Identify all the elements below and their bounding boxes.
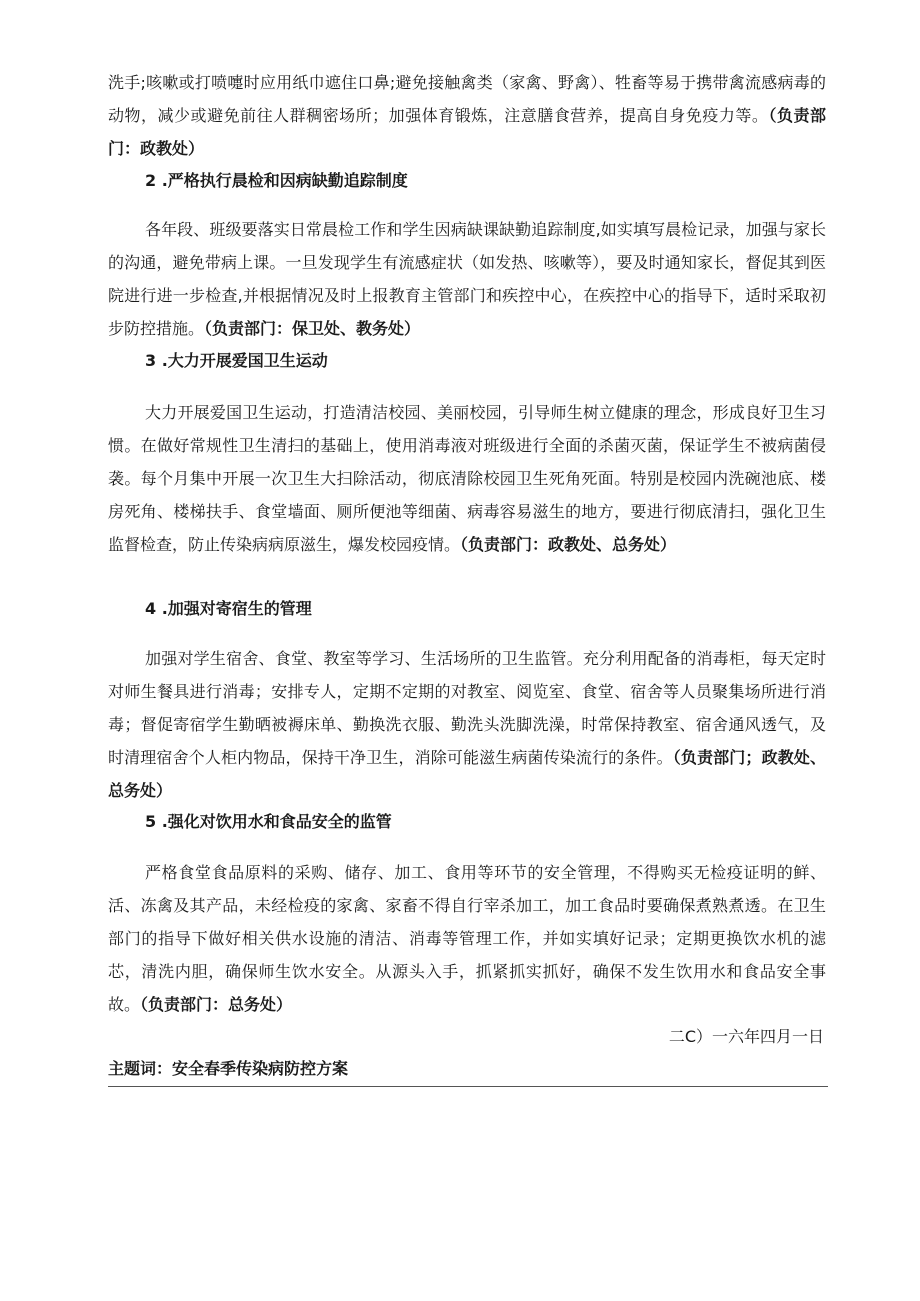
section-5-responsible: （负责部门：总务处） — [140, 995, 293, 1014]
section-2-text: 各年段、班级要落实日常晨检工作和学生因病缺课缺勤追踪制度,如实填写晨检记录，加强与家长的沟通，避免带病上课。一旦发现学生有流感症状（如发热、咳嗽等），要及时通知家长，督促其到医院进行进一步检查,并根据情况及时上报教育主管部门和疾控中心，在疾控中心的指导下，适时采取初步防控措施。 — [108, 220, 826, 338]
document-date: 二C）一六年四月一日 — [668, 1027, 824, 1046]
section-5-text: 严格食堂食品原料的采购、储存、加工、食用等环节的安全管理，不得购买无检疫证明的鲜、活、冻禽及其产品，未经检疫的家禽、家畜不得自行宰杀加工，加工食品时要确保煮熟煮透。在卫生部门的指导下做好相关供水设施的清洁、消毒等管理工作，并如实填好记录；定期更换饮水机的滤芯，清洗内胆，确保师生饮水安全。从源头入手，抓紧抓实抓好，确保不发生饮用水和食品安全事故。 — [108, 863, 826, 1014]
section-4-text: 加强对学生宿舍、食堂、教室等学习、生活场所的卫生监管。充分利用配备的消毒柜，每天定时对师生餐具进行消毒；安排专人，定期不定期的对教室、阅览室、食堂、宿舍等人员聚集场所进行消毒；督促寄宿学生勤晒被褥床单、勤换洗衣服、勤洗头洗脚洗澡，时常保持教室、宿舍通风透气，及时清理宿舍个人柜内物品，保持干净卫生，消除可能滋生病菌传染流行的条件。 — [108, 649, 826, 767]
section-5-heading: 5 .强化对饮用水和食品安全的监管 — [145, 812, 392, 831]
subject-keywords: 主题词：安全春季传染病防控方案 — [108, 1054, 828, 1087]
section-5-body — [108, 856, 826, 1021]
section-2-responsible: （负责部门：保卫处、教务处） — [204, 319, 421, 338]
intro-responsible: （负责部门：政教处） — [108, 106, 826, 158]
section-3-heading: 3 .大力开展爱国卫生运动 — [145, 351, 328, 370]
section-4-responsible: （负责部门；政教处、总务处） — [108, 748, 826, 800]
intro-text: 洗手;咳嗽或打喷嚏时应用纸巾遮住口鼻;避免接触禽类（家禽、野禽）、牲畜等易于携带禽流感病毒的动物，减少或避免前往人群稠密场所；加强体育锻炼，注意膳食营养，提高自身免疫力等。 — [108, 73, 826, 125]
section-4-heading: 4 .加强对寄宿生的管理 — [145, 599, 312, 618]
section-3-text: 大力开展爱国卫生运动，打造清洁校园、美丽校园，引导师生树立健康的理念，形成良好卫生习惯。在做好常规性卫生清扫的基础上，使用消毒液对班级进行全面的杀菌灭菌，保证学生不被病菌侵袭。每个月集中开展一次卫生大扫除活动，彻底清除校园卫生死角死面。特别是校园内洗碗池底、楼房死角、楼梯扶手、食堂墙面、厕所便池等细菌、病毒容易滋生的地方，要进行彻底清扫，强化卫生监督检查，防止传染病病原滋生，爆发校园疫情。 — [108, 403, 826, 554]
section-4-body — [108, 642, 826, 807]
section-2-body — [108, 213, 826, 345]
intro-paragraph — [108, 66, 826, 165]
section-3-responsible: （负责部门：政教处、总务处） — [460, 535, 677, 554]
section-3-body — [108, 396, 826, 561]
section-2-heading: 2 .严格执行晨检和因病缺勤追踪制度 — [145, 171, 408, 190]
